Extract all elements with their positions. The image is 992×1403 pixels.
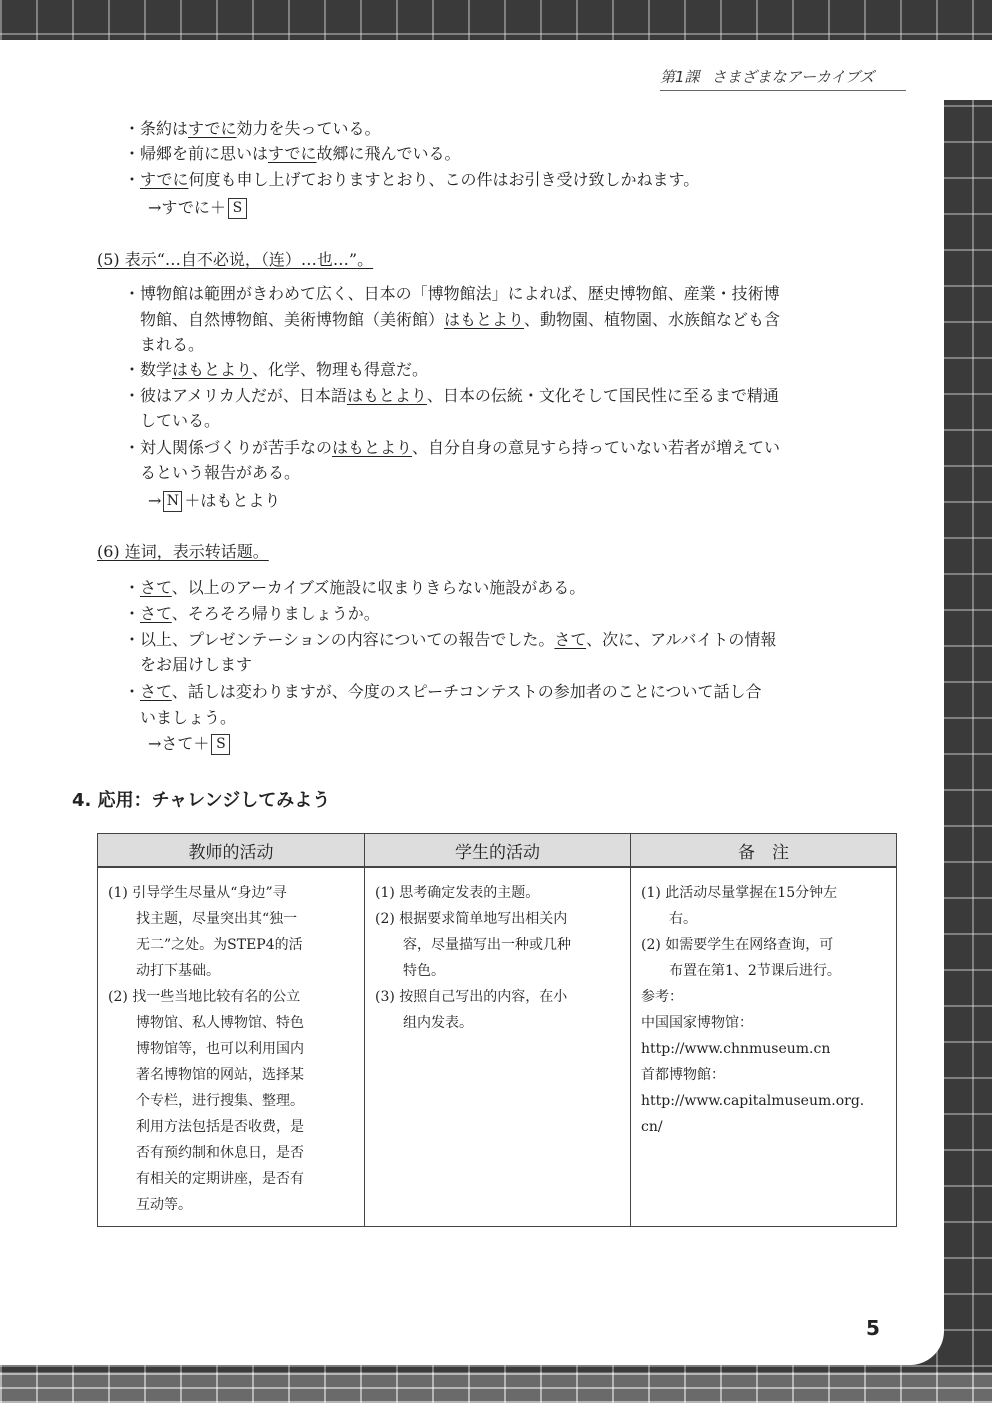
activity-table <box>97 833 897 1227</box>
example-line <box>124 168 699 192</box>
running-header <box>660 66 906 91</box>
example-line <box>124 628 776 652</box>
example-text: ・以上、プレゼンテーションの内容についての報告でした。 <box>124 630 555 649</box>
header-teacher: 教师的活动 <box>98 834 365 868</box>
section-4-title: 4. 応用：チャレンジしてみよう <box>72 790 331 811</box>
cell-line: 找主题，尽量突出其“独一 <box>108 911 298 927</box>
cell-line: (1) 此活动尽量掌握在15分钟左 <box>641 885 838 901</box>
example-line <box>140 706 236 730</box>
example-text: 、自分自身の意見すら持っていない若者が増えてい <box>412 438 781 457</box>
underlined-term: はもとより <box>332 438 413 457</box>
pattern-formula <box>148 196 249 220</box>
page-number: 5 <box>866 1316 880 1340</box>
example-text: 、化学、物理も得意だ。 <box>252 360 429 379</box>
underlined-term: さて <box>140 682 172 701</box>
example-line <box>140 308 780 332</box>
example-text: 効力を失っている。 <box>236 119 381 138</box>
cell-line: 参考： <box>641 989 683 1005</box>
underlined-term: さて <box>140 578 172 597</box>
example-line <box>124 282 780 306</box>
table-header-row <box>98 834 897 868</box>
underlined-term: はもとより <box>346 386 427 405</box>
example-line <box>124 117 381 141</box>
example-text: ・数学 <box>124 360 173 379</box>
table-row <box>98 867 897 1227</box>
example-line <box>140 653 252 677</box>
underlined-term: すでに <box>268 144 317 163</box>
underlined-term: はもとより <box>172 360 253 379</box>
pattern-formula <box>148 732 232 756</box>
student-cell <box>365 867 631 1227</box>
cell-line: (1) 引导学生尽量从“身边”寻 <box>108 885 287 901</box>
example-text: ・帰郷を前に思いは <box>124 144 269 163</box>
underlined-term: はもとより <box>444 310 525 329</box>
pattern-formula <box>148 489 280 513</box>
example-text: 、以上のアーカイブズ施設に収まりきらない施設がある。 <box>171 578 586 597</box>
pattern-prefix: →さて＋ <box>148 734 210 753</box>
example-text: 物館、自然博物館、美術博物館（美術館） <box>140 310 445 329</box>
bottom-border-strip <box>0 1372 992 1403</box>
cell-line: (2) 如需要学生在网络查询，可 <box>641 937 834 953</box>
example-text: ・ <box>124 578 141 597</box>
example-text: 、日本の伝統・文化そして国民性に至るまで精通 <box>426 386 779 405</box>
example-text: 何度も申し上げておりますとおり、この件はお引き受け致しかねます。 <box>188 170 700 189</box>
cell-line: 容，尽量描写出一种或几种 <box>375 937 571 953</box>
cell-line: 个专栏，进行搜集、整理。 <box>108 1093 304 1109</box>
example-text: ・ <box>124 682 141 701</box>
pattern-box: S <box>228 198 247 219</box>
example-line <box>140 333 204 357</box>
cell-line: 博物馆等，也可以利用国内 <box>108 1041 304 1057</box>
cell-line: 组内发表。 <box>375 1015 473 1031</box>
cell-line: (3) 按照自己写出的内容，在小 <box>375 989 568 1005</box>
cell-line: (2) 根据要求简单地写出相关内 <box>375 911 568 927</box>
example-text: るという報告がある。 <box>140 463 301 482</box>
example-line <box>124 384 779 408</box>
example-text: ・博物館は範囲がきわめて広く、日本の「博物館法」によれば、歴史博物館、産業・技術博 <box>124 284 780 303</box>
example-text: 故郷に飛んでいる。 <box>316 144 461 163</box>
cell-line: 无二”之处。为STEP4的活 <box>108 937 303 953</box>
example-text: ・対人関係づくりが苦手なの <box>124 438 333 457</box>
example-line <box>124 576 585 600</box>
example-text: をお届けします <box>140 655 253 674</box>
cell-line: 利用方法包括是否收费，是 <box>108 1119 304 1135</box>
underlined-term: すでに <box>140 170 189 189</box>
example-text: ・彼はアメリカ人だが、日本語 <box>124 386 347 405</box>
cell-line: 特色。 <box>375 963 445 979</box>
cell-line: 布置在第1、2节课后进行。 <box>641 963 841 979</box>
pattern-suffix: ＋はもとより <box>184 491 281 510</box>
pattern-box: N <box>163 491 182 512</box>
example-line <box>124 602 380 626</box>
example-text: ・ <box>124 604 141 623</box>
cell-line: 中国国家博物馆： <box>641 1015 753 1031</box>
cell-line: 博物馆、私人博物馆、特色 <box>108 1015 304 1031</box>
cell-line: 首都博物館： <box>641 1067 725 1083</box>
cell-line: 互动等。 <box>108 1197 192 1213</box>
example-text: 、話しは変わりますが、今度のスピーチコンテストの参加者のことについて話し合 <box>171 682 762 701</box>
cell-line: (2) 找一些当地比较有名的公立 <box>108 989 301 1005</box>
cell-line: 有相关的定期讲座，是否有 <box>108 1171 304 1187</box>
example-line <box>124 358 428 382</box>
teacher-cell <box>98 867 365 1227</box>
notes-cell <box>631 867 897 1227</box>
underlined-term: さて <box>140 604 172 623</box>
section-6-title: (6) 连词，表示转话题。 <box>97 542 269 561</box>
example-text: している。 <box>140 411 221 430</box>
example-line <box>140 461 300 485</box>
header-notes: 备 注 <box>631 834 897 868</box>
pattern-box: S <box>211 734 230 755</box>
lesson-title: さまざまなアーカイブズ <box>711 68 875 86</box>
example-text: いましょう。 <box>140 708 237 727</box>
cell-line: 右。 <box>641 911 697 927</box>
example-line <box>124 142 461 166</box>
example-text: 、次に、アルバイトの情報 <box>586 630 777 649</box>
cell-line: 动打下基础。 <box>108 963 220 979</box>
example-line <box>140 409 220 433</box>
underlined-term: さて <box>554 630 587 649</box>
cell-line: cn/ <box>641 1119 663 1135</box>
cell-line: http://www.chnmuseum.cn <box>641 1041 831 1057</box>
cell-line: 否有预约制和休息日，是否 <box>108 1145 304 1161</box>
example-text: まれる。 <box>140 335 205 354</box>
example-line <box>124 436 780 460</box>
lesson-number: 第1課 <box>660 68 700 86</box>
header-student: 学生的活动 <box>365 834 631 868</box>
cell-line: 著名博物馆的网站，选择某 <box>108 1067 304 1083</box>
example-text: 、動物園、植物園、水族館なども含 <box>524 310 781 329</box>
pattern-prefix: → <box>148 491 162 510</box>
cell-line: http://www.capitalmuseum.org. <box>641 1093 865 1109</box>
example-text: ・ <box>124 170 141 189</box>
example-text: 、そろそろ帰りましょうか。 <box>171 604 380 623</box>
underlined-term: すでに <box>188 119 237 138</box>
cell-line: (1) 思考确定发表的主题。 <box>375 885 540 901</box>
example-line <box>124 680 761 704</box>
section-5-title: (5) 表示“…自不必说，（连）…也…”。 <box>97 250 374 269</box>
pattern-prefix: →すでに＋ <box>148 198 226 217</box>
example-text: ・条約は <box>124 119 189 138</box>
